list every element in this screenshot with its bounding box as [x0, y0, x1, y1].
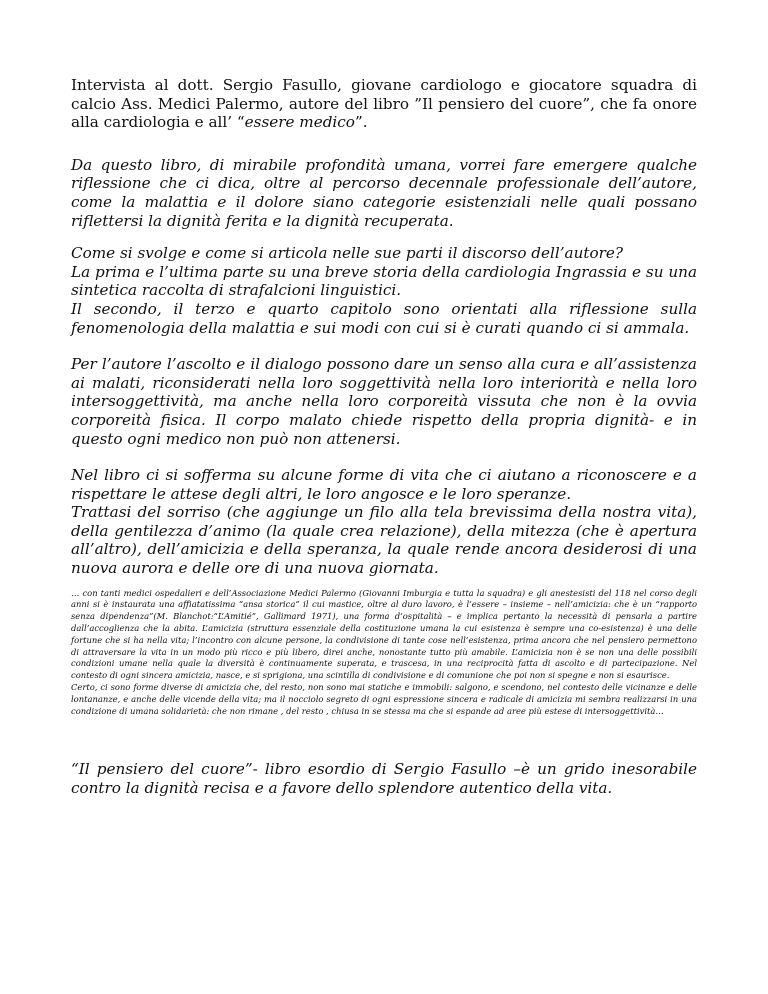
paragraph-question: Come si svolge e come si articola nelle sue parti il discorso dell’autore? — [71, 244, 624, 263]
paragraph-chapters: Il secondo, il terzo e quarto capitolo sono orientati alla riflessione sulla fenomenologia della malattia e sui modi con cui si è curati quando ci si ammala. — [71, 299, 697, 337]
paragraph-first-last-part: La prima e l’ultima parte su una breve storia della cardiologia Ingrassia e su una sintetica raccolta di strafalcioni linguistici. — [71, 262, 697, 300]
paragraph-forms-of-life: Nel libro ci si sofferma su alcune forme di vita che ci aiutano a riconoscere e a rispettare le attese degli altri, le loro angosce e le loro speranze. — [71, 466, 697, 503]
footnote-block — [71, 588, 697, 718]
intro-paragraph — [71, 76, 697, 132]
intro-text-end: ”. — [354, 113, 368, 132]
footnote-paragraph: … con tanti medici ospedalieri e dell’Associazione Medici Palermo (Giovanni Imburgia e tutta la squadra) e gli anestesisti del 118 nel corso degli anni si è instaurata una affiatatissima “ansa storica” il cui mastice, oltre al duro lavoro, è l’essere – insieme – nell’amicizia: che è un “rapporto senza dipendenza”(M. Blanchot:“L’Amitié”, Gallimard 1971), una forma d’ospitalità – e implica pertanto la necessità di pensarla a partire dall’accoglienza che la abita. L’amicizia (struttura essenziale della costituzione umana la cui esistenza è sempre una co-esistenza) è una delle fortune che si ha nella vita; l’incontro con alcune persone, la condivisione di tante cose nell’esistenza, prima ancora che nel pensiero permettono di attraversare la vita in un modo più ricco e più libero, direi anche, nonostante tutto più amabile. L’amicizia non è se non una delle possibili condizioni umane nella quale la diversità è continuamente superata, e trascesa, in una reciprocità fatta di ascolto e di partecipazione. Nel contesto di ogni sincera amicizia, nasce, e si sprigiona, una scintilla di condivisione e di comunione che poi non si spegne e non si esaurisce. — [71, 587, 697, 681]
paragraph-listening: Per l’autore l’ascolto e il dialogo possono dare un senso alla cura e all’assistenza ai malati, riconsiderati nella loro soggettività nella loro interiorità e nella loro intersoggettività, ma anche nella loro corporeità vissuta che non è la ovvia corporeità fisica. Il corpo malato chiede rispetto della propria dignità- e in questo ogni medico non può non attenersi. — [71, 355, 697, 448]
paragraph-reflection: Da questo libro, di mirabile profondità umana, vorrei fare emergere qualche riflessione che ci dica, oltre al percorso decennale professionale dell’autore, come la malattia e il dolore siano categorie esistenziali nelle quali possano riflettersi la dignità ferita e la dignità recuperata. — [71, 155, 697, 230]
intro-text: Intervista al dott. Sergio Fasullo, giovane cardiologo e giocatore squadra di calcio Ass. Medici Palermo, autore del libro ”Il pensiero del cuore”, che fa onore alla cardiologia e all’ “ — [71, 76, 697, 132]
paragraph-smile: Trattasi del sorriso (che aggiunge un filo alla tela brevissima della nostra vita), della gentilezza d’animo (la quale crea relazione), della mitezza (che è apertura all’altro), dell’amicizia e della speranza, la quale rende ancora desiderosi di una nuova aurora e delle ore di una nuova giornata. — [71, 503, 697, 578]
closing-paragraph: “Il pensiero del cuore”- libro esordio di Sergio Fasullo –è un grido inesorabile contro la dignità recisa e a favore dello splendore autentico della vita. — [71, 760, 697, 798]
intro-italic-text: essere medico — [244, 113, 355, 132]
footnote-paragraph: Certo, ci sono forme diverse di amicizia che, del resto, non sono mai statiche e immobili: salgono, e scendono, nel contesto delle vicinanze e delle lontananze, e anche delle vicende della vita; ma il nocciolo segreto di ogni espressione sincera e radicale di amicizia mi sembra realizzarsi in una condizione di umana solidarietà: che non rimane , del resto , chiusa in se stessa ma che si espande ad aree più estese di intersoggettività… — [71, 682, 697, 716]
